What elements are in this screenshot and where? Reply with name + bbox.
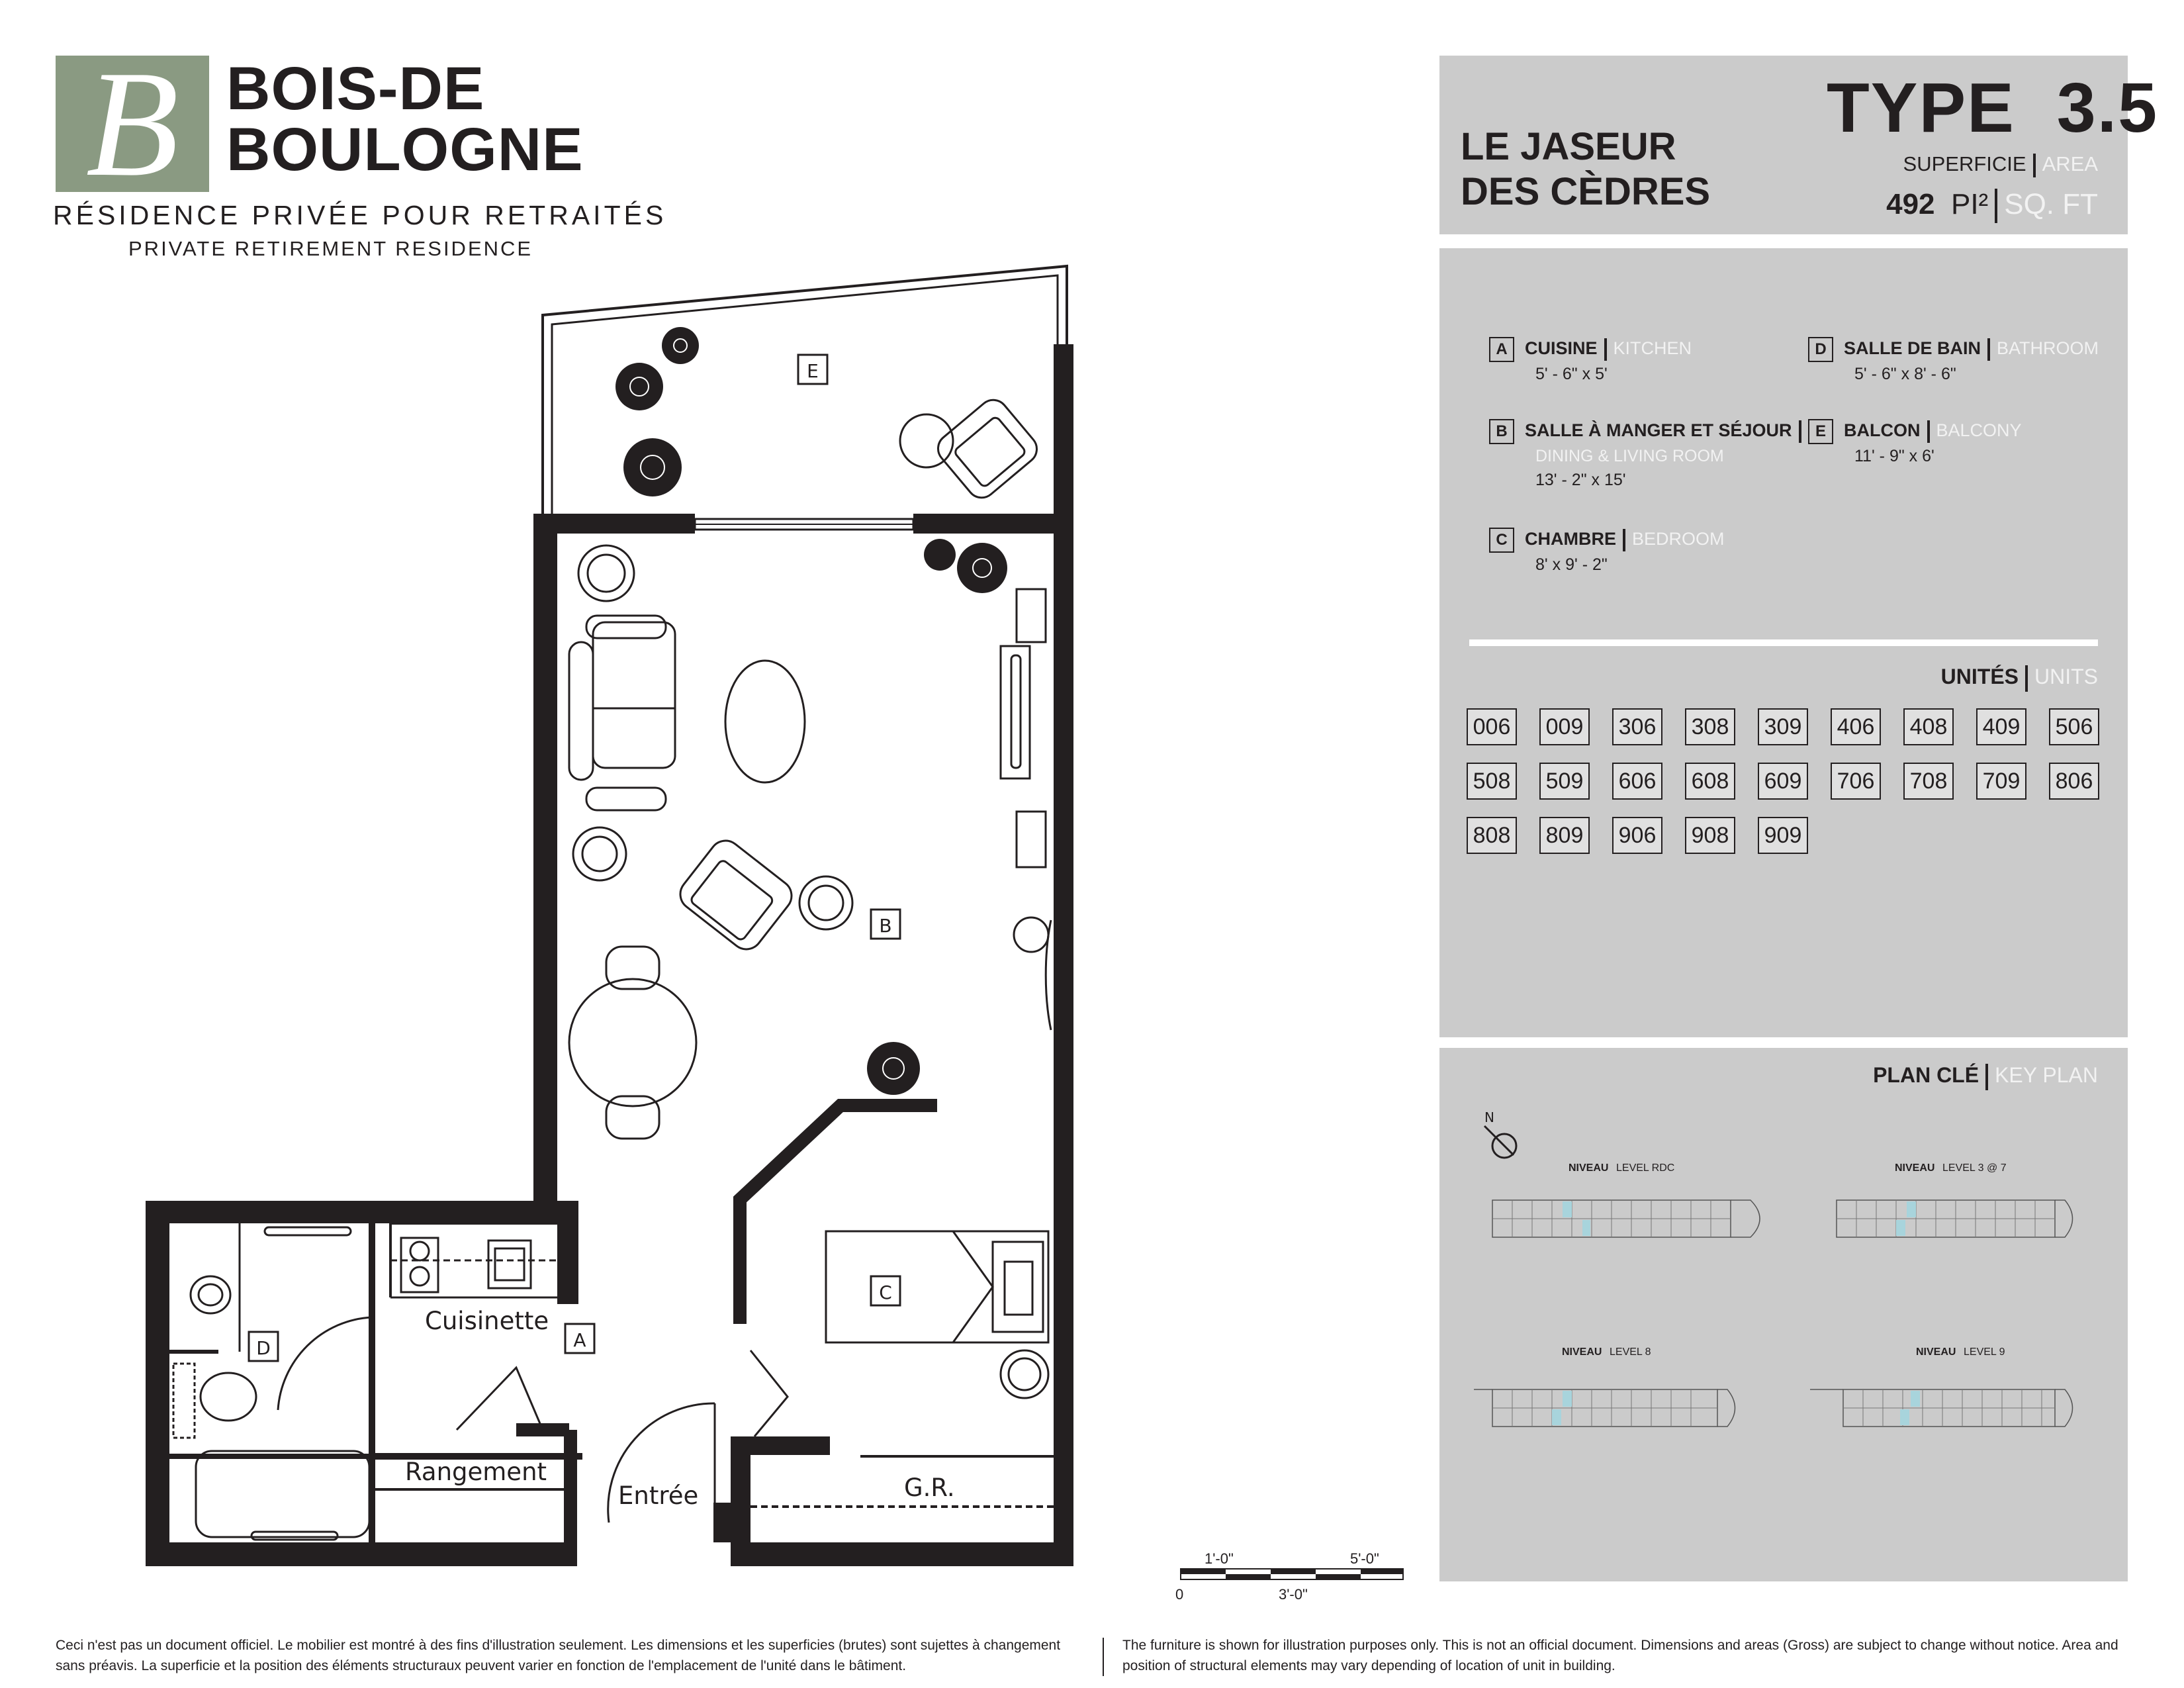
room-letter: B <box>1489 419 1514 444</box>
key-plan-level-9 <box>1810 1346 2073 1427</box>
room-tag-c: C <box>879 1282 892 1303</box>
separator <box>1604 338 1607 361</box>
area-value-row <box>1787 184 2098 225</box>
room-letter: C <box>1489 528 1514 553</box>
room-name-fr: CHAMBRE <box>1525 529 1616 549</box>
bedroom-furniture <box>826 1231 1048 1342</box>
separator <box>2025 665 2028 692</box>
key-plan-level-8 <box>1474 1346 1735 1427</box>
closet-label: G.R. <box>904 1474 955 1502</box>
room-dims: 8' x 9' - 2" <box>1535 555 1608 574</box>
unit-number-cell: 708 <box>1903 763 1954 800</box>
unit-number-cell: 909 <box>1758 817 1808 854</box>
kitchenette-label: Cuisinette <box>425 1307 549 1335</box>
area-value: 492 <box>1886 188 1935 220</box>
room-dims: 11' - 9" x 6' <box>1854 446 1934 465</box>
unit-number-cell: 309 <box>1758 708 1808 745</box>
tagline-en: PRIVATE RETIREMENT RESIDENCE <box>128 237 533 260</box>
coffee-table-icon <box>725 661 805 782</box>
separator <box>2033 154 2036 177</box>
level-label-fr: NIVEAU <box>1562 1346 1602 1358</box>
unit-number-cell: 306 <box>1612 708 1662 745</box>
plant-icons <box>573 545 1048 1398</box>
units-header <box>1787 662 2098 692</box>
logo-letter: B <box>85 56 179 192</box>
room-name-en: BEDROOM <box>1632 529 1725 549</box>
level-label-fr: NIVEAU <box>1895 1162 1935 1174</box>
storage-label: Rangement <box>405 1458 547 1486</box>
room-c <box>1489 527 1794 577</box>
toilet-icon <box>201 1373 256 1421</box>
room-letter: E <box>1808 419 1833 444</box>
units-label-fr: UNITÉS <box>1940 665 2019 688</box>
scale-label-top-right: 5'-0" <box>1350 1550 1379 1567</box>
unit-number-cell: 409 <box>1976 708 2026 745</box>
unit-number-cell: 809 <box>1539 817 1590 854</box>
area-label <box>1787 151 2098 177</box>
footer-separator <box>1103 1638 1104 1676</box>
area-label-en: AREA <box>2042 152 2098 175</box>
unit-number-cell: 506 <box>2049 708 2099 745</box>
unit-number-cell: 709 <box>1976 763 2026 800</box>
unit-grid <box>1467 708 2115 854</box>
separator <box>1623 529 1625 551</box>
unit-number-cell: 908 <box>1685 817 1735 854</box>
brand-line2: BOULOGNE <box>226 116 584 183</box>
room-name-en: BATHROOM <box>1997 338 2099 358</box>
separator <box>1927 420 1930 443</box>
brand-line1: BOIS-DE <box>226 55 485 122</box>
unit-number-cell: 606 <box>1612 763 1662 800</box>
sofa-icon <box>593 622 675 768</box>
key-plan-drawings <box>1439 1048 2128 1581</box>
key-plan-level-rdc <box>1492 1162 1760 1237</box>
level-label-en: LEVEL 3 @ 7 <box>1942 1162 2007 1174</box>
room-dims: 5' - 6" x 5' <box>1535 364 1608 383</box>
room-d <box>1808 336 2113 386</box>
room-tag-a: A <box>573 1329 586 1351</box>
key-plan-label-en: KEY PLAN <box>1995 1063 2098 1087</box>
north-arrow-icon <box>1484 1109 1516 1158</box>
footer-disclaimer-en: The furniture is shown for illustration purposes only. This is not an official document. Dimensions and areas (Gross) are subject to change without notice. Area and position of structural elements may vary depending of location of unit in building. <box>1122 1638 2118 1673</box>
unit-number-cell: 406 <box>1831 708 1881 745</box>
scale-bar <box>1175 1550 1403 1603</box>
area-label-fr: SUPERFICIE <box>1903 152 2026 175</box>
area-unit-fr: PI² <box>1950 188 1989 220</box>
unit-number-cell: 608 <box>1685 763 1735 800</box>
dining-table-icon <box>569 979 696 1106</box>
key-plan-label-fr: PLAN CLÉ <box>1873 1063 1979 1087</box>
unit-name-line1: LE JASEUR <box>1461 125 1676 168</box>
separator <box>1995 189 1997 223</box>
unit-name-line2: DES CÈDRES <box>1461 170 1711 213</box>
area-unit-en: SQ. FT <box>2004 188 2098 220</box>
stove-icon <box>401 1238 438 1292</box>
room-name-fr: BALCON <box>1844 420 1921 440</box>
unit-number-cell: 006 <box>1467 708 1517 745</box>
living-furniture <box>569 394 1051 1139</box>
scale-label-zero: 0 <box>1175 1586 1184 1603</box>
footer-disclaimer-fr: Ceci n'est pas un document officiel. Le mobilier est montré à des fins d'illustration seulement. Les dimensions et les superficies (brutes) sont sujettes à changement sans préavis. La superficie et la position des éléments structuraux peuvent varier en fonction de l'emplacement de l'unité dans le bâtiment. <box>56 1638 1061 1673</box>
bathtub-icon <box>196 1451 369 1537</box>
type-value: 3.5 <box>2056 69 2159 147</box>
patio-door <box>695 519 913 530</box>
entry-label: Entrée <box>618 1481 699 1510</box>
exterior-walls <box>146 514 1073 1566</box>
level-label-en: LEVEL 9 <box>1964 1346 2005 1358</box>
unit-number-cell: 808 <box>1467 817 1517 854</box>
level-label-fr: NIVEAU <box>1916 1346 1956 1358</box>
divider <box>1469 639 2098 646</box>
room-tag-b: B <box>879 915 892 937</box>
level-label-en: LEVEL 8 <box>1610 1346 1651 1358</box>
side-table-icon <box>900 414 953 467</box>
north-label: N <box>1484 1109 1494 1125</box>
unit-type <box>1827 69 2159 147</box>
unit-number-cell: 308 <box>1685 708 1735 745</box>
kitchen-fixtures <box>390 1238 576 1292</box>
room-name-en: DINING & LIVING ROOM <box>1535 446 1724 465</box>
unit-number-cell: 706 <box>1831 763 1881 800</box>
type-label: TYPE <box>1827 69 2015 147</box>
room-dims: 5' - 6" x 8' - 6" <box>1854 364 1956 383</box>
sink-icon <box>191 1276 230 1313</box>
tv-unit-icon <box>1001 646 1030 778</box>
units-label-en: UNITS <box>2034 665 2098 688</box>
room-name-fr: CUISINE <box>1525 338 1598 358</box>
key-plan-level-3-7 <box>1837 1162 2073 1237</box>
bathroom-fixtures <box>173 1227 369 1540</box>
tagline-fr: RÉSIDENCE PRIVÉE POUR RETRAITÉS <box>53 200 667 230</box>
doors <box>278 1317 788 1523</box>
room-dims: 13' - 2" x 15' <box>1535 470 1626 489</box>
room-e <box>1808 418 2113 468</box>
room-name-en: KITCHEN <box>1613 338 1692 358</box>
bed-icon <box>826 1231 1048 1342</box>
unit-number-cell: 806 <box>2049 763 2099 800</box>
unit-number-cell: 509 <box>1539 763 1590 800</box>
scale-label-top-left: 1'-0" <box>1205 1550 1234 1567</box>
unit-number-cell: 906 <box>1612 817 1662 854</box>
unit-name <box>1461 124 1710 214</box>
armchair-icon <box>674 834 797 955</box>
room-letter: D <box>1808 337 1833 362</box>
unit-number-cell: 009 <box>1539 708 1590 745</box>
room-name-en: BALCONY <box>1936 420 2022 440</box>
room-name-fr: SALLE À MANGER ET SÉJOUR <box>1525 420 1792 440</box>
level-label-en: LEVEL RDC <box>1616 1162 1675 1174</box>
unit-number-cell: 408 <box>1903 708 1954 745</box>
unit-number-cell: 609 <box>1758 763 1808 800</box>
separator <box>1987 338 1990 361</box>
unit-number-cell: 508 <box>1467 763 1517 800</box>
scale-label-mid: 3'-0" <box>1279 1586 1308 1603</box>
room-tag-e: E <box>807 360 819 382</box>
room-b <box>1489 418 1794 492</box>
room-tag-d: D <box>256 1337 271 1359</box>
separator <box>1799 420 1801 443</box>
room-name-fr: SALLE DE BAIN <box>1844 338 1981 358</box>
level-label-fr: NIVEAU <box>1569 1162 1609 1174</box>
room-letter: A <box>1489 337 1514 362</box>
room-a <box>1489 336 1794 386</box>
